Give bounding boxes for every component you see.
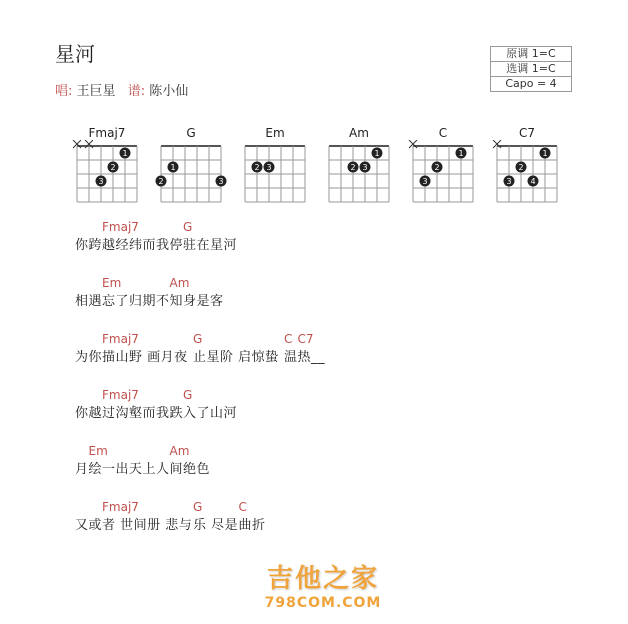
lyric-text: 描山野 画月夜 — [102, 350, 188, 365]
lyric-line — [75, 276, 575, 312]
lyric-text: 入了山河 — [183, 406, 238, 421]
lyric-text: 者 世间册 悲与 — [102, 518, 193, 533]
finger-number: 1 — [542, 149, 548, 158]
chord-label: Fmaj7 — [102, 220, 139, 234]
chord-label: C — [238, 500, 247, 514]
chord-diagram-name: G — [186, 126, 196, 140]
lyric-line — [75, 388, 575, 424]
chord-diagram-name: C7 — [518, 126, 535, 140]
finger-number: 3 — [362, 163, 368, 172]
chord-label: Am — [169, 444, 190, 458]
chord-label: C — [284, 332, 293, 346]
finger-number: 2 — [254, 163, 260, 172]
chord-label: G — [193, 332, 203, 346]
finger-number: 3 — [422, 177, 428, 186]
chord-grid — [403, 140, 483, 204]
selected-key: 选调 1=C — [491, 62, 571, 77]
chord-diagram-em — [235, 126, 315, 202]
watermark-logo: 吉他之家 — [266, 564, 379, 594]
chord-diagram-c — [403, 126, 483, 202]
lyric-text: 为你 — [75, 350, 103, 365]
finger-number: 2 — [434, 163, 440, 172]
chord-label: Em — [88, 444, 108, 458]
finger-number: 3 — [98, 177, 104, 186]
lyric-line — [75, 220, 575, 256]
chord-label: G — [183, 388, 193, 402]
lyric-text: 知身是客 — [169, 294, 224, 309]
chord-grid — [67, 140, 147, 204]
key-info-box — [490, 46, 572, 92]
chord-diagram-name: C — [438, 126, 448, 140]
lyric-text: 过沟壑而我跌 — [102, 406, 184, 421]
lyric-text: 你跨 — [75, 238, 103, 253]
song-title: 星河 — [55, 42, 95, 66]
chord-label: Fmaj7 — [102, 332, 139, 346]
chord-label: Am — [169, 276, 190, 290]
lyric-line — [75, 332, 575, 368]
lyric-text: 温 — [284, 350, 298, 365]
finger-number: 4 — [530, 177, 536, 186]
chord-grid — [235, 140, 315, 204]
finger-number: 1 — [458, 149, 464, 158]
chord-label: G — [183, 220, 193, 234]
finger-number: 2 — [350, 163, 356, 172]
chord-label: Em — [102, 276, 122, 290]
lyric-text: 乐 尽是 — [193, 518, 239, 533]
chord-label: Fmaj7 — [102, 500, 139, 514]
chord-grid — [319, 140, 399, 204]
watermark — [248, 558, 398, 611]
finger-number: 1 — [374, 149, 380, 158]
finger-number: 1 — [170, 163, 176, 172]
chord-diagram-name: Em — [265, 126, 285, 140]
lyric-text: 止星阶 启惊蛰 — [193, 350, 279, 365]
lyric-text: 热__ — [297, 350, 326, 365]
lyric-text: 月 — [75, 462, 89, 477]
finger-number: 3 — [218, 177, 224, 186]
finger-number: 3 — [506, 177, 512, 186]
chord-diagram-fmaj7 — [67, 126, 147, 202]
chord-label: Fmaj7 — [102, 388, 139, 402]
lyric-line — [75, 444, 575, 480]
lyric-text: 相遇 — [75, 294, 103, 309]
chord-grid — [487, 140, 567, 204]
lyric-text: 曲折 — [238, 518, 266, 533]
capo-info: Capo = 4 — [505, 77, 557, 90]
lyric-text: 你越 — [75, 406, 103, 421]
chord-grid — [151, 140, 231, 204]
lyric-text: 绘一出天上人 — [88, 462, 170, 477]
lyric-text: 忘了归期不 — [102, 294, 170, 309]
arranger-label: 谱: — [127, 84, 146, 99]
singer-label: 唱: — [55, 84, 73, 99]
lyric-line — [75, 500, 575, 536]
lyric-text: 越经纬而我停 — [102, 238, 184, 253]
chord-diagram-am — [319, 126, 399, 202]
chord-diagram-name: Fmaj7 — [88, 126, 126, 140]
chord-diagram-c7 — [487, 126, 567, 202]
chord-label: G — [193, 500, 203, 514]
credits — [55, 80, 196, 99]
finger-number: 2 — [110, 163, 116, 172]
arranger-name: 陈小仙 — [149, 84, 189, 99]
finger-number: 2 — [518, 163, 524, 172]
finger-number: 1 — [122, 149, 128, 158]
original-key: 原调 1=C — [491, 47, 571, 62]
watermark-url: 798COM.COM — [264, 595, 382, 611]
finger-number: 3 — [266, 163, 272, 172]
chord-diagram-name: Am — [349, 126, 369, 140]
lyric-text: 间绝色 — [169, 462, 211, 477]
chord-label: C7 — [297, 332, 314, 346]
chord-diagram-g — [151, 126, 231, 202]
lyric-text: 又或 — [75, 518, 103, 533]
lyric-text: 驻在星河 — [183, 238, 238, 253]
singer-name: 王巨星 — [76, 84, 116, 99]
finger-number: 2 — [158, 177, 164, 186]
